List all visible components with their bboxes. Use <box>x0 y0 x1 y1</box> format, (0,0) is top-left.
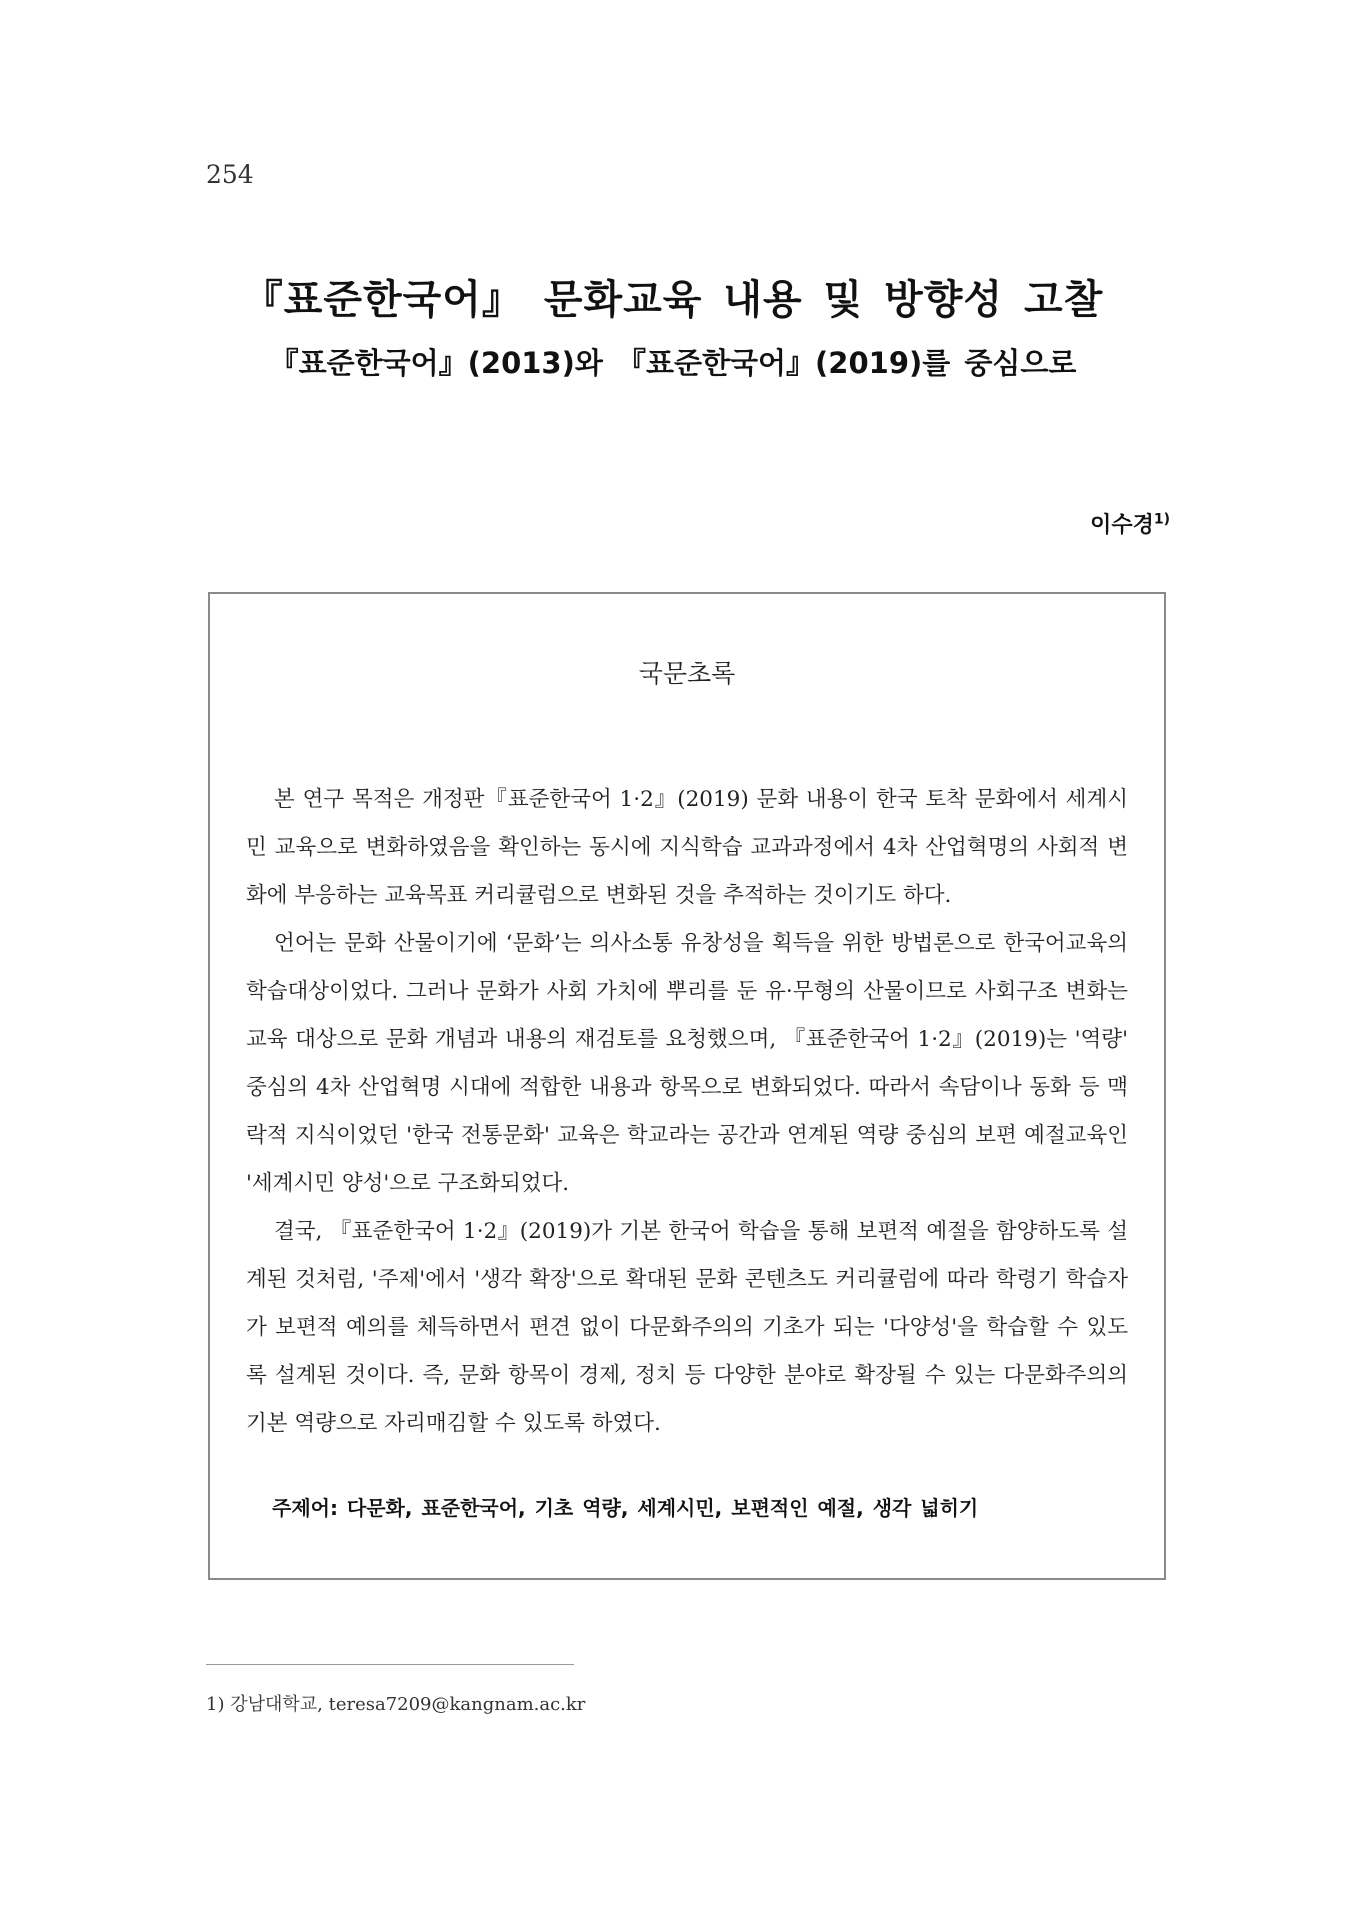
abstract-paragraph: 결국, 『표준한국어 1·2』(2019)가 기본 한국어 학습을 통해 보편적 예절을 함양하도록 설계된 것처럼, '주제'에서 '생각 확장'으로 확대된 문화 콘텐츠도 커리큘럼에 따라 학령기 학습자가 보편적 예의를 체득하면서 편견 없이 다문화주의의 기초가 되는 '다양성'을 학습할 수 있도록 설계된 것이다. 즉, 문화 항목이 경제, 정치 등 다양한 분야로 확장될 수 있는 다문화주의의 기본 역량으로 자리매김할 수 있도록 하였다. <box>246 1219 1128 1436</box>
author-footnote-mark: 1) <box>1153 511 1170 528</box>
title-block <box>0 268 1346 382</box>
author-name: 이수경 <box>1090 513 1154 538</box>
page-number: 254 <box>206 160 254 189</box>
abstract-paragraph: 본 연구 목적은 개정판『표준한국어 1·2』(2019) 문화 내용이 한국 토착 문화에서 세계시민 교육으로 변화하였음을 확인하는 동시에 지식학습 교과과정에서 4차 산업혁명의 사회적 변화에 부응하는 교육목표 커리큘럼으로 변화된 것을 추적하는 것이기도 하다. <box>246 787 1128 908</box>
paper-subtitle: 『표준한국어』(2013)와 『표준한국어』(2019)를 중심으로 <box>269 346 1077 380</box>
keywords: 주제어: 다문화, 표준한국어, 기초 역량, 세계시민, 보편적인 예절, 생각 넓히기 <box>272 1496 979 1520</box>
abstract-paragraph: 언어는 문화 산물이기에 ‘문화’는 의사소통 유창성을 획득을 위한 방법론으로 한국어교육의 학습대상이었다. 그러나 문화가 사회 가치에 뿌리를 둔 유·무형의 산물이므로 사회구조 변화는 교육 대상으로 문화 개념과 내용의 재검토를 요청했으며, 『표준한국어 1·2』(2019)는 '역량' 중심의 4차 산업혁명 시대에 적합한 내용과 항목으로 변화되었다. 따라서 속담이나 동화 등 맥락적 지식이었던 '한국 전통문화' 교육은 학교라는 공간과 연계된 역량 중심의 보편 예절교육인 '세계시민 양성'으로 구조화되었다. <box>246 931 1128 1196</box>
footnote-divider <box>206 1664 574 1665</box>
footnote: 1) 강남대학교, teresa7209@kangnam.ac.kr <box>206 1694 586 1715</box>
abstract-heading: 국문초록 <box>638 659 736 688</box>
abstract-body <box>246 776 1128 1448</box>
author <box>1090 508 1170 539</box>
paper-title: 『표준한국어』 문화교육 내용 및 방향성 고찰 <box>242 277 1104 323</box>
abstract-box <box>208 592 1166 1580</box>
